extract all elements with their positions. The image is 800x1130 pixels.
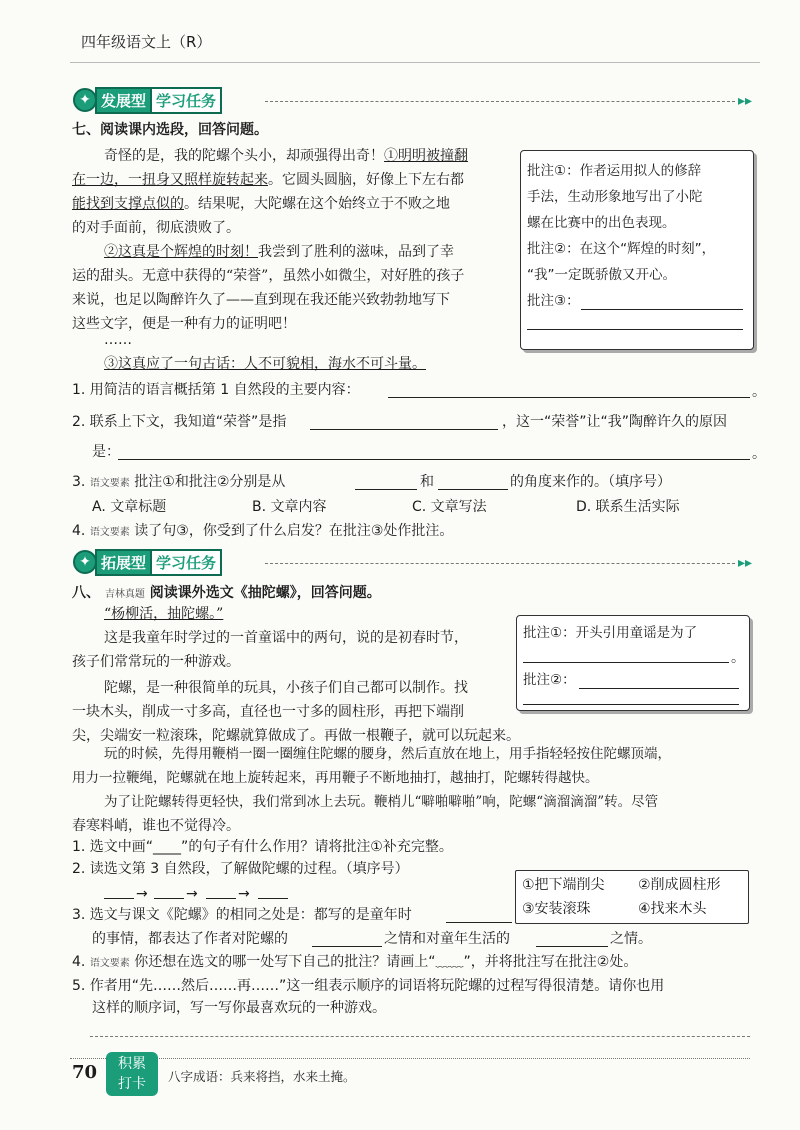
passage-line: 为了让陀螺转得更轻快，我们常到冰上去玩。鞭梢儿“噼啪噼啪”响，陀螺“滴溜滴溜”转。尽管 <box>104 794 659 810</box>
question-1: 1. 选文中画“____”的句子有什么作用？请将批注①补充完整。 <box>72 839 453 855</box>
answer-blank[interactable] <box>536 946 608 947</box>
double-arrow-icon: ▸▸ <box>738 555 753 571</box>
answer-blank[interactable] <box>355 489 417 490</box>
banner-label-b: 学习任务 <box>152 549 222 576</box>
answer-blank[interactable] <box>312 946 382 947</box>
passage-line: “杨柳活，抽陀螺。” <box>104 606 224 622</box>
passage-line: 奇怪的是，我的陀螺个头小，却顽强得出奇！①明明被撞翻 <box>104 148 468 164</box>
passage-line: 在一边，一扭身又照样旋转起来。它圆头圆脑，好像上下左右都 <box>72 172 464 188</box>
annotation-2-blank[interactable] <box>579 688 739 689</box>
annotation-box-1 <box>520 150 754 350</box>
annotation-3-blank[interactable] <box>581 309 743 310</box>
arrow-icon: → <box>136 886 148 902</box>
lightbulb-icon: ✦ <box>73 88 97 112</box>
idiom-text: 八字成语：兵来将挡，水来土掩。 <box>168 1069 356 1084</box>
question-5-cont: 这样的顺序词，写一写你最喜欢玩的一种游戏。 <box>92 1000 386 1016</box>
annotation-3-blank[interactable] <box>527 329 743 330</box>
question-3-cont: 之情和对童年生活的 <box>384 931 510 947</box>
passage-line: 孩子们常常玩的一种游戏。 <box>72 654 240 670</box>
sequence-blank[interactable] <box>104 898 134 899</box>
question-2: 2. 联系上下文，我知道“荣誉”是指 <box>72 414 287 430</box>
option-d[interactable]: D. 联系生活实际 <box>576 499 680 515</box>
element-tag: 语文要素 <box>89 478 130 489</box>
steps-box <box>515 870 749 924</box>
section-banner-expansion <box>73 549 222 575</box>
step-item: ③安装滚珠 <box>522 901 591 917</box>
annotation-line: 螺在比赛中的出色表现。 <box>527 215 676 231</box>
annotation-3-label: 批注③： <box>527 293 580 309</box>
sequence-blank[interactable] <box>154 898 184 899</box>
arrow-icon: → <box>186 886 198 902</box>
annotation-2-blank[interactable] <box>523 704 739 705</box>
question-1: 1. 用简洁的语言概括第 1 自然段的主要内容： <box>72 382 360 398</box>
passage-line: 这些文字，便是一种有力的证明吧！ <box>72 316 296 332</box>
question-4: 4. 语文要素 读了句③，你受到了什么启发？在批注③处作批注。 <box>72 523 454 539</box>
passage-line: 的对手面前，彻底溃败了。 <box>72 220 240 236</box>
sequence-blank[interactable] <box>206 898 236 899</box>
annotation-1-blank[interactable] <box>523 662 729 663</box>
accumulate-stamp <box>106 1052 158 1096</box>
stamp-line-1: 积累 <box>118 1056 146 1072</box>
option-a[interactable]: A. 文章标题 <box>92 499 167 515</box>
answer-blank[interactable] <box>118 459 750 460</box>
book-title: 四年级语文上（R） <box>81 33 212 51</box>
annotation-line: “我”一定既骄傲又开心。 <box>527 267 676 283</box>
passage-line: 来说，也足以陶醉许久了——直到现在我还能兴致勃勃地写下 <box>72 292 450 308</box>
period: 。 <box>752 446 766 462</box>
element-tag: 语文要素 <box>89 527 130 538</box>
double-arrow-icon: ▸▸ <box>738 93 753 109</box>
passage-line: 能找到支撑点似的。结果呢，大陀螺在这个始终立于不败之地 <box>72 196 450 212</box>
passage-line: 运的甜头。无意中获得的“荣誉”，虽然小如微尘，对好胜的孩子 <box>72 268 465 284</box>
element-tag: 语文要素 <box>89 958 130 969</box>
stamp-line-2: 打卡 <box>118 1076 146 1092</box>
passage-line: 一块木头，削成一寸多高，直径也一寸多的圆柱形，再把下端削 <box>72 704 464 720</box>
question-3: 3. 语文要素 批注①和批注②分别是从 <box>72 474 286 490</box>
header-divider <box>70 62 760 63</box>
period: 。 <box>752 384 766 400</box>
arrow-icon: → <box>238 886 250 902</box>
question-2-cont: ，这一“荣誉”让“我”陶醉许久的原因 <box>502 414 728 430</box>
annotation-line: 批注①：作者运用拟人的修辞 <box>527 163 702 179</box>
answer-blank[interactable] <box>446 922 512 923</box>
step-item: ②削成圆柱形 <box>638 877 721 893</box>
question-3-cont: 的角度来作的。（填序号） <box>510 474 671 490</box>
page-number: 70 <box>72 1062 98 1083</box>
option-b[interactable]: B. 文章内容 <box>252 499 327 515</box>
answer-blank[interactable] <box>438 489 508 490</box>
question-8-title: 八、 吉林真题 阅读课外选文《抽陀螺》，回答问题。 <box>72 585 381 601</box>
banner-label-a: 发展型 <box>95 87 152 114</box>
question-7-title: 七、阅读课内选段，回答问题。 <box>72 122 268 138</box>
passage-line: 陀螺，是一种很简单的玩具，小孩子们自己都可以制作。找 <box>104 680 468 696</box>
answer-blank[interactable] <box>310 429 498 430</box>
passage-line: 这是我童年时学过的一首童谣中的两句，说的是初春时节， <box>104 630 468 646</box>
banner-label-b: 学习任务 <box>152 87 222 114</box>
annotation-line: 批注②：在这个“辉煌的时刻”， <box>527 241 716 257</box>
banner-dashline <box>265 563 735 564</box>
sequence-blank[interactable] <box>258 898 288 899</box>
annotation-box-2 <box>516 615 750 711</box>
passage-line: ②这真是个辉煌的时刻！我尝到了胜利的滋味，品到了幸 <box>104 244 454 260</box>
footer-divider <box>70 1058 750 1059</box>
passage-line: 春寒料峭，谁也不觉得冷。 <box>72 818 240 834</box>
passage-line: 用力一拉鞭绳，陀螺就在地上旋转起来，再用鞭子不断地抽打，越抽打，陀螺转得越快。 <box>72 770 599 786</box>
question-2: 2. 读选文第 3 自然段，了解做陀螺的过程。（填序号） <box>72 861 409 877</box>
passage-line: 玩的时候，先得用鞭梢一圈一圈缠住陀螺的腰身，然后直放在地上，用手指轻轻按住陀螺顶端， <box>104 746 671 762</box>
passage-line: 尖，尖端安一粒滚珠，陀螺就算做成了。再做一根鞭子，就可以玩起来。 <box>72 728 520 744</box>
annotation-line: 手法，生动形象地写出了小陀 <box>527 189 703 205</box>
exam-tag: 吉林真题 <box>104 589 145 600</box>
ellipsis: …… <box>104 332 132 348</box>
question-3-and: 和 <box>420 474 434 490</box>
lightbulb-icon: ✦ <box>73 550 97 574</box>
passage-line: ③这真应了一句古话：人不可貌相，海水不可斗量。 <box>104 356 426 372</box>
annotation-line: 批注①：开头引用童谣是为了 <box>523 625 698 641</box>
question-5: 5. 作者用“先……然后……再……”这一组表示顺序的词语将玩陀螺的过程写得很清楚。请你也用 <box>72 978 665 994</box>
annotation-2-label: 批注②： <box>523 672 576 688</box>
writing-line[interactable] <box>90 1036 750 1037</box>
step-item: ①把下端削尖 <box>522 877 605 893</box>
question-3-cont: 的事情，都表达了作者对陀螺的 <box>92 931 288 947</box>
question-2-cont: 是： <box>92 444 120 460</box>
option-c[interactable]: C. 文章写法 <box>412 499 487 515</box>
answer-blank[interactable] <box>388 397 750 398</box>
section-banner-development <box>73 87 222 113</box>
banner-label-a: 拓展型 <box>95 549 152 576</box>
period: 。 <box>731 650 745 666</box>
question-4: 4. 语文要素 你还想在选文的哪一处写下自己的批注？请画上“﹏﹏”，并将批注写在批注②处。 <box>72 954 638 970</box>
question-3: 3. 选文与课文《陀螺》的相同之处是：都写的是童年时 <box>72 907 412 923</box>
banner-dashline <box>265 101 735 102</box>
question-3-cont: 之情。 <box>610 931 652 947</box>
step-item: ④找来木头 <box>638 901 707 917</box>
